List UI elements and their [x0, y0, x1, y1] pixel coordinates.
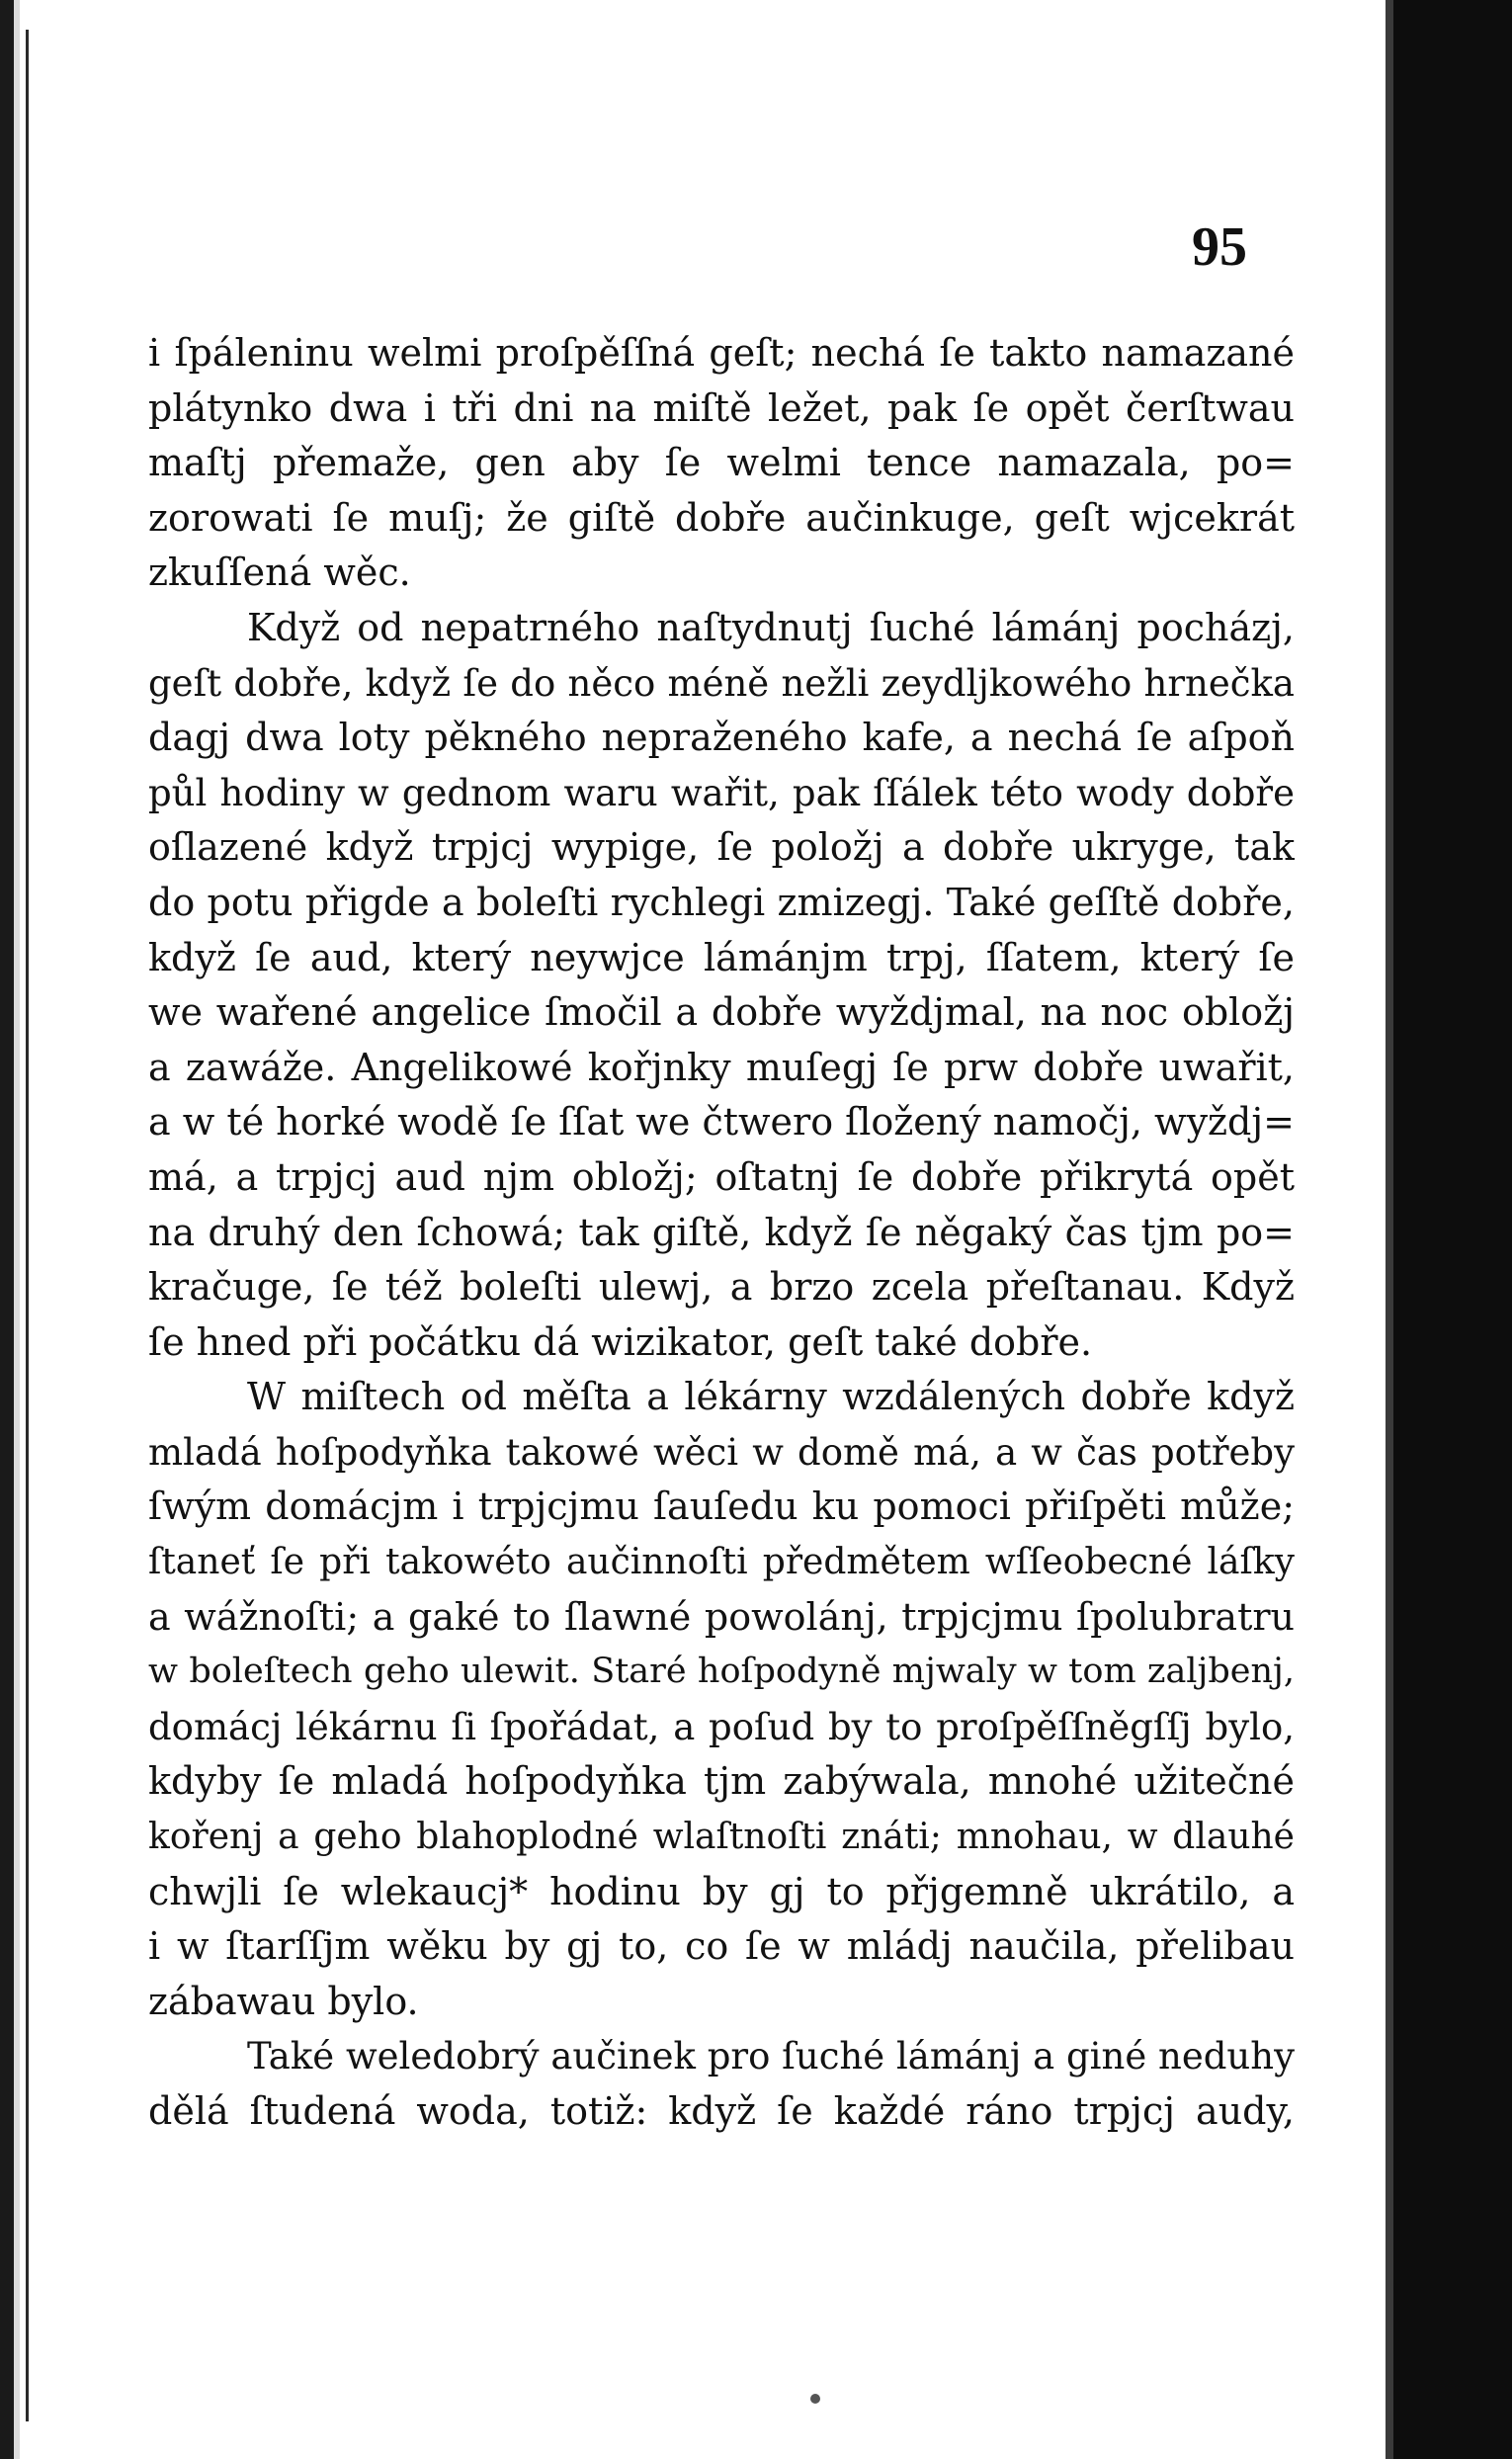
text-line: půl hodiny w gednom waru wařit, pak ſſálek této wody dobře: [148, 771, 1295, 814]
text-line: i ſpáleninu welmi proſpěſſná geſt; nechá ſe takto namazané: [148, 331, 1295, 375]
text-line: w boleſtech geho ulewit. Staré hoſpodyně mjwaly w tom zaljbenj,: [148, 1652, 1295, 1692]
text-line: geſt dobře, když ſe do něco méně nežli zeydljkowého hrnečka: [148, 661, 1295, 705]
text-line: dělá ſtudená woda, totiž: když ſe každé ráno trpjcj audy,: [148, 2089, 1295, 2133]
scan-left-edge: [0, 0, 14, 2459]
text-line: a wážnoſti; a gaké to ſlawné powolánj, trpjcjmu ſpolubratru: [148, 1594, 1295, 1639]
text-line: když ſe aud, který neywjce lámánjm trpj, ſſatem, který ſe: [148, 935, 1295, 979]
paragraph-end-line: zkuſſená wěc.: [148, 551, 411, 595]
text-line: kořenj a geho blahoplodné wlaſtnoſti znáti; mnohau, w dlauhé: [148, 1817, 1295, 1858]
text-line: a zawáže. Angelikowé kořjnky muſegj ſe prw dobře uwařit,: [148, 1045, 1295, 1089]
text-line: chwjli ſe wlekaucj* hodinu by gj to přjgemně ukrátilo, a: [148, 1869, 1295, 1913]
text-line: domácj lékárnu ſi ſpořádat, a poſud by to proſpěſſněgſſj bylo,: [148, 1705, 1295, 1748]
paragraph-start-line: W miſtech od měſta a lékárny wzdálených dobře když: [247, 1375, 1295, 1419]
scan-left-gap: [14, 0, 20, 2459]
ink-speck: [810, 2394, 820, 2404]
paragraph-start-line: Když od nepatrného naſtydnutj ſuché lámánj pocházj,: [247, 605, 1295, 649]
text-line: kračuge, ſe též boleſti ulewj, a brzo zcela přeſtanau. Když: [148, 1265, 1295, 1310]
text-line: i w ſtarſſjm wěku by gj to, co ſe w mládj naučila, přelibau: [148, 1924, 1295, 1969]
scan-right-shadow: [1386, 0, 1393, 2459]
text-line: plátynko dwa i tři dni na miſtě ležet, pak ſe opět čerſtwau: [148, 385, 1295, 430]
text-line: do potu přigde a boleſti rychlegi zmizegj. Také geſſtě dobře,: [148, 880, 1295, 924]
scan-right-edge: [1393, 0, 1512, 2459]
paragraph-end-line: ſe hned při počátku dá wizikator, geſt také dobře.: [148, 1319, 1093, 1364]
text-line: maſtj přemaže, gen aby ſe welmi tence namazala, po=: [148, 441, 1295, 485]
page-number: 95: [1192, 216, 1247, 278]
text-line: a w té horké wodě ſe ſſat we čtwero ſložený namočj, wyždj=: [148, 1100, 1295, 1145]
text-line: kdyby ſe mladá hoſpodyňka tjm zabýwala, mnohé užitečné: [148, 1759, 1295, 1804]
text-line: na druhý den ſchowá; tak giſtě, když ſe něgaký čas tjm po=: [148, 1210, 1295, 1254]
text-line: ſwým domácjm i trpjcjmu ſauſedu ku pomoci přiſpěti může;: [148, 1484, 1295, 1529]
scan-left-line: [26, 30, 29, 2421]
text-line: oſlazené když trpjcj wypige, ſe položj a dobře ukryge, tak: [148, 825, 1295, 870]
paragraph-end-line: zábawau bylo.: [148, 1979, 419, 2023]
text-line: má, a trpjcj aud njm obložj; oſtatnj ſe dobře přikrytá opět: [148, 1154, 1295, 1199]
text-line: dagj dwa loty pěkného nepraženého kafe, a nechá ſe aſpoň: [148, 716, 1295, 760]
text-line: we wařené angelice ſmočil a dobře wyždjmal, na noc obložj: [148, 990, 1295, 1035]
paragraph-start-line: Také weledobrý aučinek pro ſuché lámánj a giné neduhy: [247, 2035, 1295, 2078]
text-line: zorowati ſe muſj; že giſtě dobře aučinkuge, geſt wjcekrát: [148, 495, 1295, 540]
text-line: ſtaneť ſe při takowéto aučinnoſti předmětem wſſeobecné láſky: [148, 1542, 1295, 1583]
text-line: mladá hoſpodyňka takowé wěci w domě má, a w čas potřeby: [148, 1430, 1295, 1474]
body-text: [148, 326, 1295, 2140]
